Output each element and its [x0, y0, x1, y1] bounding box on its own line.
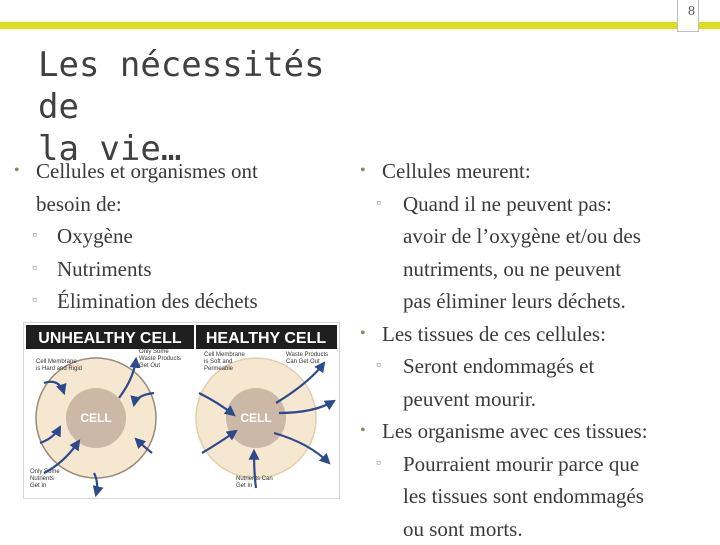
healthy-membrane-label: Cell Membrane is Soft and Permeable — [204, 352, 245, 372]
bullet-text: Les tissues de ces cellules: — [382, 322, 606, 346]
right-subbullet — [354, 350, 716, 415]
unhealthy-nutrients-label: Only Some Nutrients Get In — [30, 469, 60, 489]
left-bullet — [8, 155, 338, 220]
right-bullet — [354, 155, 716, 188]
subbullet-text: Pourraient mourir parce que — [403, 452, 639, 476]
bullet-dot-icon: • — [360, 318, 366, 351]
unhealthy-membrane-label: Cell Membrane is Hard and Rigid — [36, 359, 82, 372]
subbullet-text: Nutriments — [57, 257, 152, 281]
healthy-waste-label: Waste Products Can Get Out — [286, 352, 328, 365]
right-subbullet — [354, 448, 716, 545]
bullet-text: Cellules et organismes ont — [36, 159, 258, 183]
slide-title — [38, 44, 368, 170]
top-accent-bar — [0, 22, 720, 29]
title-line: Les nécessités de — [38, 45, 325, 127]
bullet-text: Cellules meurent: — [382, 159, 531, 183]
subbullet-text: pas éliminer leurs déchets. — [403, 289, 626, 313]
unhealthy-waste-label: Only Some Waste Products Get Out — [139, 349, 181, 369]
subbullet-text: Élimination des déchets — [57, 289, 258, 313]
subbullet-text: Quand il ne peuvent pas: — [403, 192, 612, 216]
sub-bullet-square-icon: ▫ — [32, 285, 37, 318]
subbullet-text: avoir de l’oxygène et/ou des — [403, 224, 641, 248]
left-subbullet — [8, 220, 338, 253]
subbullet-text: Seront endommagés et — [403, 354, 594, 378]
subbullet-text: Oxygène — [57, 224, 133, 248]
healthy-nutrients-label: Nutrients Can Get In — [236, 476, 273, 489]
unhealthy-header: UNHEALTHY CELL — [38, 330, 182, 347]
left-column — [8, 155, 338, 318]
bullet-text: Les organisme avec ces tissues: — [382, 419, 648, 443]
cell-diagram-image — [23, 322, 340, 499]
sub-bullet-square-icon: ▫ — [376, 188, 381, 221]
right-column — [354, 155, 716, 545]
slide-number: 8 — [688, 4, 695, 20]
sub-bullet-square-icon: ▫ — [376, 448, 381, 481]
bullet-text: besoin de: — [36, 192, 122, 216]
unhealthy-cell-label: CELL — [80, 411, 111, 425]
bullet-dot-icon: • — [14, 155, 20, 188]
left-subbullet — [8, 285, 338, 318]
subbullet-text: nutriments, ou ne peuvent — [403, 257, 621, 281]
bullet-dot-icon: • — [360, 155, 366, 188]
bullet-dot-icon: • — [360, 415, 366, 448]
sub-bullet-square-icon: ▫ — [376, 350, 381, 383]
right-subbullet — [354, 188, 716, 318]
right-bullet — [354, 415, 716, 448]
healthy-header: HEALTHY CELL — [206, 330, 327, 347]
subbullet-text: les tissues sont endommagés — [403, 484, 644, 508]
sub-bullet-square-icon: ▫ — [32, 220, 37, 253]
left-subbullet — [8, 253, 338, 286]
subbullet-text: peuvent mourir. — [403, 387, 536, 411]
slide-number-box — [677, 0, 699, 32]
title-line: la vie… — [38, 129, 181, 169]
sub-bullet-square-icon: ▫ — [32, 253, 37, 286]
right-bullet — [354, 318, 716, 351]
healthy-cell-label: CELL — [240, 411, 271, 425]
subbullet-text: ou sont morts. — [403, 517, 523, 541]
